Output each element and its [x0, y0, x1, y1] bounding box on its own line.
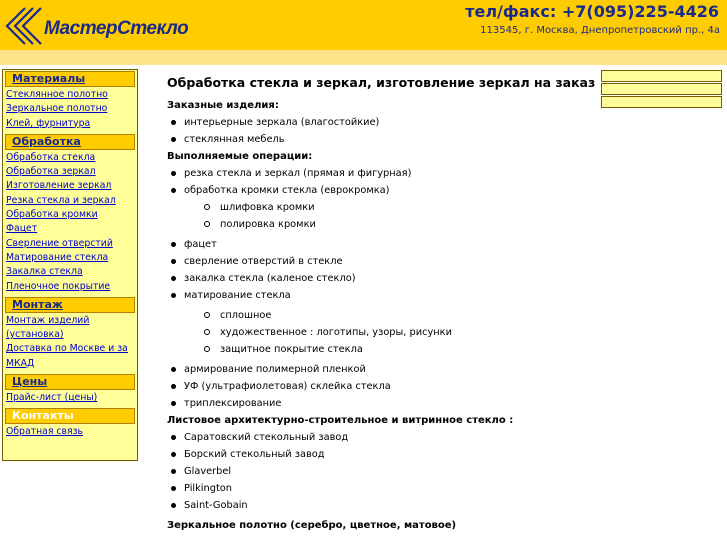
sheet-glass-list — [167, 429, 592, 514]
sidebar-section-materials — [3, 71, 137, 134]
sidebar-link[interactable]: Обработка стекла — [6, 151, 96, 163]
right-banner-box[interactable] — [601, 96, 722, 108]
sidebar-section-processing — [3, 134, 137, 297]
page-title: Обработка стекла и зеркал, изготовление зеркал на заказ — [167, 75, 596, 90]
list-item: сверление отверстий в стекле — [167, 253, 592, 270]
sidebar-section-contacts — [3, 408, 137, 442]
sidebar-heading-processing[interactable]: Обработка — [5, 134, 135, 150]
list-item: Pilkington — [167, 480, 592, 497]
sidebar-link[interactable]: Изготовление зеркал — [6, 180, 112, 192]
list-item: Glaverbel — [167, 463, 592, 480]
custom-list — [167, 114, 592, 148]
list-item: интерьерные зеркала (влагостойкие) — [167, 114, 592, 131]
sidebar-link[interactable]: Резка стекла и зеркал — [6, 194, 116, 206]
right-banner-box[interactable] — [601, 83, 722, 95]
logo[interactable] — [3, 4, 189, 48]
sidebar-link[interactable]: Обработка кромки — [6, 209, 98, 221]
sidebar-link[interactable]: Обработка зеркал — [6, 166, 96, 178]
sidebar-link[interactable]: Сверление отверстий — [6, 237, 113, 249]
sub-list-item: защитное покрытие стекла — [167, 341, 592, 358]
sidebar-link[interactable]: Прайс-лист (цены) — [6, 392, 98, 404]
right-banner-box[interactable] — [601, 70, 722, 82]
sidebar-heading-prices[interactable]: Цены — [5, 374, 135, 390]
sidebar-link[interactable]: Матирование стекла — [6, 251, 109, 263]
list-item: Борский стекольный завод — [167, 446, 592, 463]
list-item: стеклянная мебель — [167, 131, 592, 148]
list-item: Саратовский стекольный завод — [167, 429, 592, 446]
list-item: триплексирование — [167, 395, 592, 412]
list-item: резка стекла и зеркал (прямая и фигурная) — [167, 165, 592, 182]
sidebar-link[interactable]: Монтаж изделий (установка) — [6, 314, 90, 341]
sidebar-heading-contacts: Контакты — [5, 408, 135, 424]
list-item: фацет — [167, 236, 592, 253]
section-heading-mirror: Зеркальное полотно (серебро, цветное, матовое) — [167, 520, 457, 531]
operations-list — [167, 165, 592, 412]
list-item: армирование полимерной пленкой — [167, 361, 592, 378]
sub-list-item: полировка кромки — [167, 216, 592, 233]
sidebar-link[interactable]: Зеркальное полотно — [6, 103, 108, 115]
sidebar-menu — [2, 69, 138, 461]
main-content — [167, 75, 596, 534]
sidebar-heading-install[interactable]: Монтаж — [5, 297, 135, 313]
sub-list-item: шлифовка кромки — [167, 199, 592, 216]
header-subbar — [0, 50, 727, 65]
section-heading-operations: Выполняемые операции: — [167, 151, 313, 162]
logo-chevrons-icon — [3, 4, 43, 48]
phone-fax: тел/факс: +7(095)225-4426 — [465, 2, 719, 21]
sidebar-link[interactable]: Клей, фурнитура — [6, 117, 91, 129]
sidebar-link[interactable]: Пленочное покрытие — [6, 280, 111, 292]
sidebar-link[interactable]: Обратная связь — [6, 426, 83, 438]
sub-list-item: сплошное — [167, 307, 592, 324]
sidebar-link[interactable]: Стеклянное полотно — [6, 89, 108, 100]
sidebar-section-install — [3, 297, 137, 374]
sidebar-link[interactable]: Закалка стекла — [6, 266, 83, 278]
header-bar — [0, 0, 727, 50]
sidebar-link[interactable]: Фацет — [6, 223, 38, 235]
logo-text: МастерСтекло — [44, 18, 189, 39]
sidebar-section-prices — [3, 374, 137, 408]
sidebar-heading-materials[interactable]: Материалы — [5, 71, 135, 87]
address: 113545, г. Москва, Днепропетровский пр., 4а — [480, 25, 720, 36]
list-item: матирование стекла — [167, 287, 592, 304]
list-item: УФ (ультрафиолетовая) склейка стекла — [167, 378, 592, 395]
list-item: обработка кромки стекла (еврокромка) — [167, 182, 592, 199]
sidebar-link[interactable]: Доставка по Москве и за МКАД — [6, 343, 128, 369]
section-heading-custom: Заказные изделия: — [167, 100, 279, 111]
list-item: закалка стекла (каленое стекло) — [167, 270, 592, 287]
section-heading-sheet-glass: Листовое архитектурно-строительное и витринное стекло : — [167, 415, 514, 426]
sub-list-item: художественное : логотипы, узоры, рисунки — [167, 324, 592, 341]
list-item: Saint-Gobain — [167, 497, 592, 514]
